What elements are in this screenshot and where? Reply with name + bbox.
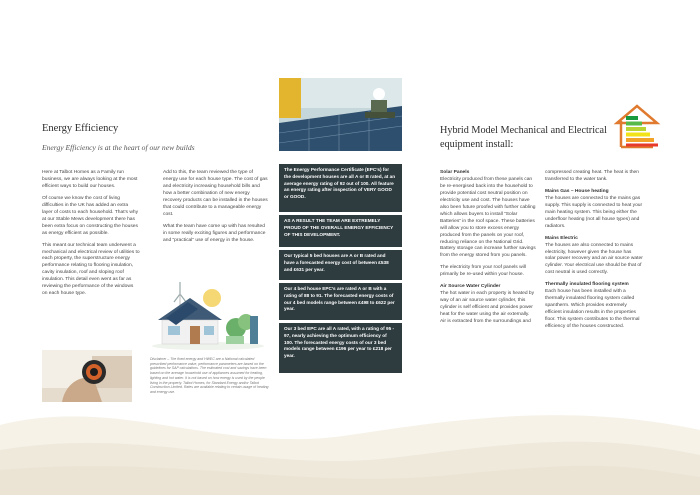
solar-installer-photo bbox=[279, 78, 402, 151]
flooring-text: Each house has been installed with a thermally insulated flooring system called spantherm. Which provides extremely efficient insulation results in the properties floor. This system contributes to the thermal efficiency of the houses constructed. bbox=[545, 289, 640, 330]
page-subtitle: Energy Efficiency is at the heart of our new builds bbox=[42, 143, 195, 152]
air-source-text: The hot water in each property is heated by way of an air source water cylinder, this cylinder is self efficient and provides power heat for the water using the air externally. Air is extracted from the surroundings and bbox=[440, 291, 535, 325]
flooring-heading: Thermally insulated flooring system bbox=[545, 282, 629, 288]
epc-info-box: The Energy Performance Certificate (EPC’s) for the development houses are all A or B rated, at an average energy rating of 92 out of 100. All feature an energy rating after inspection of VERY GOOD or GOOD. bbox=[279, 164, 402, 212]
epc-5bed-box: Our typical 5 bed houses are A or B rated and have a forecasted energy cost of between £538 and £631 per year. bbox=[279, 250, 402, 280]
review-paragraph: What the team have come up with has resulted in some really exciting figures and performance and “practical” use of energy in the house. bbox=[163, 223, 266, 243]
solar-text: Electricity produced from these panels can be re-energised back into the household to provide potential cost neutral position on electricity use and cost. The houses have also been future proofed with further cabling which allows buyers to install “Solar Batteries” in the roof space. These batteries will allow you to store excess energy produced from the panels on your roof, reducing reliance on the National Grid. Battery storage can increase further savings from the energy stored from you panels. bbox=[440, 176, 536, 259]
intro-paragraph: This meant our technical team underwent a mechanical and electrical review of utilities to each property, the superstructure energy performance relating to flooring insulation, cavity insulation, roof and sloping roof insulation. This detail even went as far as reviewing the performance of the windows on each house type. bbox=[42, 242, 140, 297]
gas-text: The houses are connected to the mains gas supply. This supply is connected to heat your main heating system. This being either the underfloor heating (not all house types) and radiators. bbox=[545, 195, 643, 229]
intro-column bbox=[42, 170, 140, 303]
thermostat-photo bbox=[42, 350, 132, 402]
review-paragraph: Add to this, the team reviewed the type of energy use for each house type. The cost of gas and electricity increasing household bills and how a better combination of new energy recovery products can be installed in the houses that could contribute to a manageable energy cost. bbox=[163, 170, 268, 217]
epc-proud-box: AS A RESULT THE TEAM ARE EXTREMELY PROUD OF THE OVERALL ENERGY EFFICIENCY OF THIS DEVELOPMENT. bbox=[279, 215, 402, 247]
disclaimer-text: Disclaimer – The fixed energy and HWEC are a National calculated prescribed performance value, performance parameters are based on the guidelines for SAP calculations. The estimated cost and savings have been based on the average household use of appliances assumed for heating, lighting and hot water. It is not based on how energy is used by the people living in the property. Talbot Homes, for Standard Energy and/or Talbot Construction Limited. Rates are available relating to certain usage of heating and energy use. bbox=[150, 357, 269, 395]
intro-paragraph: Of course we know the cost of living difficulties in the UK has added an extra layer of costs to each household. That’s why at our Stable Mews development there has been extra focus on constructing the houses as energy efficient as possible. bbox=[42, 195, 139, 236]
equipment-column-2 bbox=[545, 170, 643, 336]
epc-4bed-box: Our 4 bed house EPC’s are rated A or B with a rating of 88 to 91. The forecasted energy costs of our 4 bed models range between £498 to £622 per year. bbox=[279, 283, 402, 320]
solar-text-2: The electricity from your roof panels will primarily be re-used within your house. bbox=[440, 265, 526, 278]
epc-3bed-box: Our 3 bed EPC are all A rated, with a rating of 95 - 97, nearly achieving the optimum efficiency of 100. The forecasted energy costs of our 3 bed models range between £196 per year to £218 per year. bbox=[279, 323, 402, 373]
gas-heading: Mains Gas – House heating bbox=[545, 188, 609, 194]
electric-text: The houses are also connected to mains electricity, however given the house has solar power recovery and an air source water cylinder. Your electrical use should be that of cost neutral is used correctly. bbox=[545, 242, 643, 276]
eco-house-illustration bbox=[150, 282, 268, 350]
electric-heading: Mains Electric bbox=[545, 235, 578, 241]
air-source-continued: compressed creating heat. The heat is then transferred to the water tank. bbox=[545, 170, 639, 182]
intro-paragraph: Here at Talbot Homes as a Family run business, we are always looking at the most efficient ways to build our houses. bbox=[42, 170, 138, 189]
air-source-heading: Air Source Water Cylinder bbox=[440, 284, 501, 290]
section-title: Hybrid Model Mechanical and Electrical equipment install: bbox=[440, 125, 607, 150]
page-title: Energy Efficiency bbox=[42, 123, 119, 134]
solar-heading: Solar Panels bbox=[440, 170, 470, 175]
review-column bbox=[163, 170, 268, 250]
equipment-column-1 bbox=[440, 170, 536, 331]
